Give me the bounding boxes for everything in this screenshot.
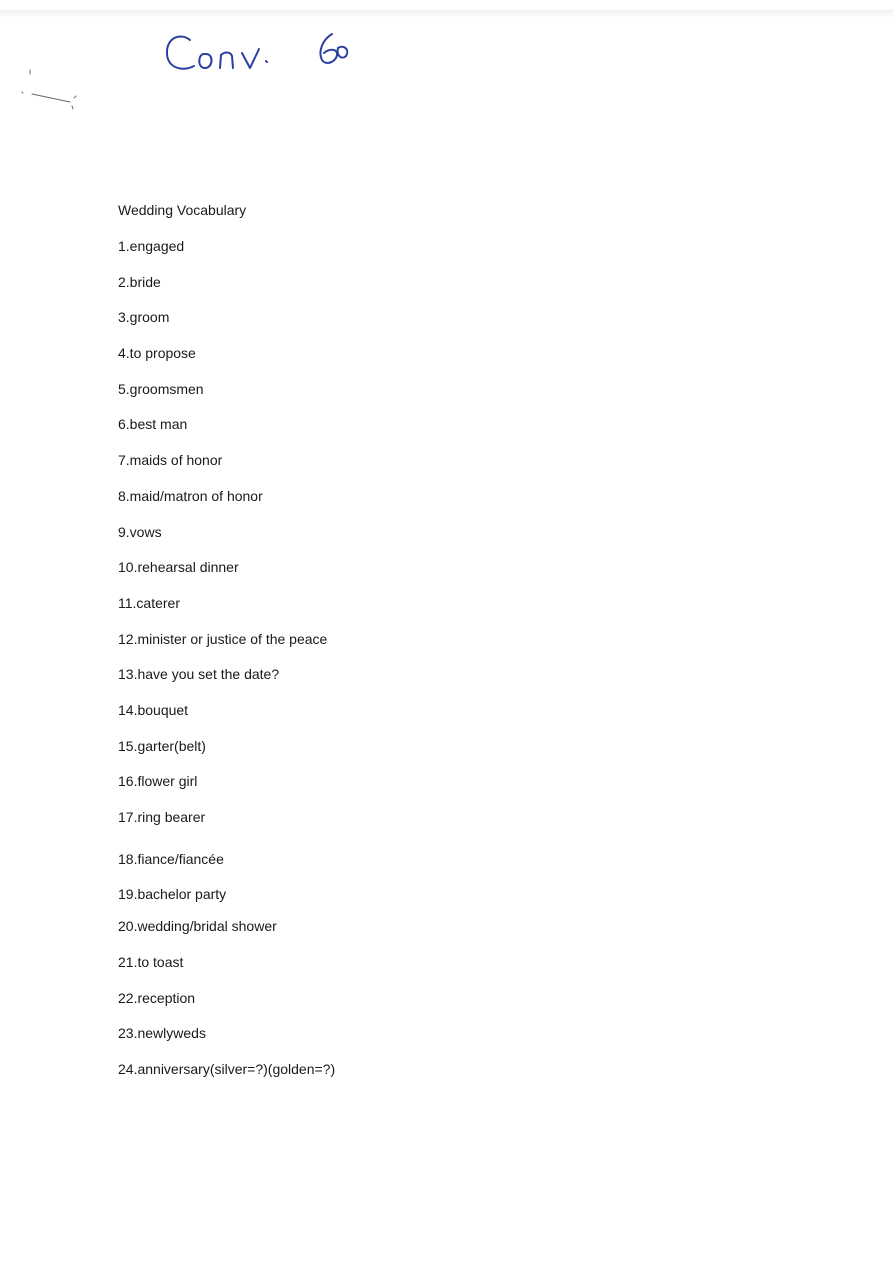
vocab-item: 4.to propose <box>118 345 196 362</box>
handwritten-note <box>160 22 360 82</box>
vocab-item: 1.engaged <box>118 238 185 254</box>
vocab-item: 11.caterer <box>118 594 180 611</box>
vocab-item: 13.have you set the date? <box>118 666 280 683</box>
vocab-item: 3.groom <box>118 309 170 326</box>
vocab-item: 18.fiance/fiancée <box>118 850 224 867</box>
vocab-item: 21.to toast <box>118 954 184 971</box>
vocab-item: 16.flower girl <box>118 773 198 790</box>
scan-speck-mark <box>18 66 88 112</box>
vocab-item: 15.garter(belt) <box>118 737 206 754</box>
scan-top-edge <box>0 10 893 18</box>
vocab-item: 19.bachelor party <box>118 886 227 903</box>
vocab-item: 12.minister or justice of the peace <box>118 630 328 647</box>
vocab-item: 6.best man <box>118 416 188 433</box>
vocab-item: 23.newlyweds <box>118 1025 206 1042</box>
vocab-item: 8.maid/matron of honor <box>118 487 263 504</box>
vocab-item: 24.anniversary(silver=?)(golden=?) <box>118 1061 336 1078</box>
vocab-item: 7.maids of honor <box>118 452 223 469</box>
vocab-item: 22.reception <box>118 989 196 1006</box>
vocab-item: 20.wedding/bridal shower <box>118 918 277 935</box>
vocab-item: 5.groomsmen <box>118 380 204 397</box>
vocab-item: 14.bouquet <box>118 701 189 718</box>
vocab-item: 10.rehearsal dinner <box>118 559 239 576</box>
vocab-item: 17.ring bearer <box>118 809 206 825</box>
vocab-item: 9.vows <box>118 523 162 540</box>
document-title: Wedding Vocabulary <box>118 202 247 218</box>
vocab-item: 2.bride <box>118 273 161 290</box>
vocabulary-list <box>118 237 335 1096</box>
